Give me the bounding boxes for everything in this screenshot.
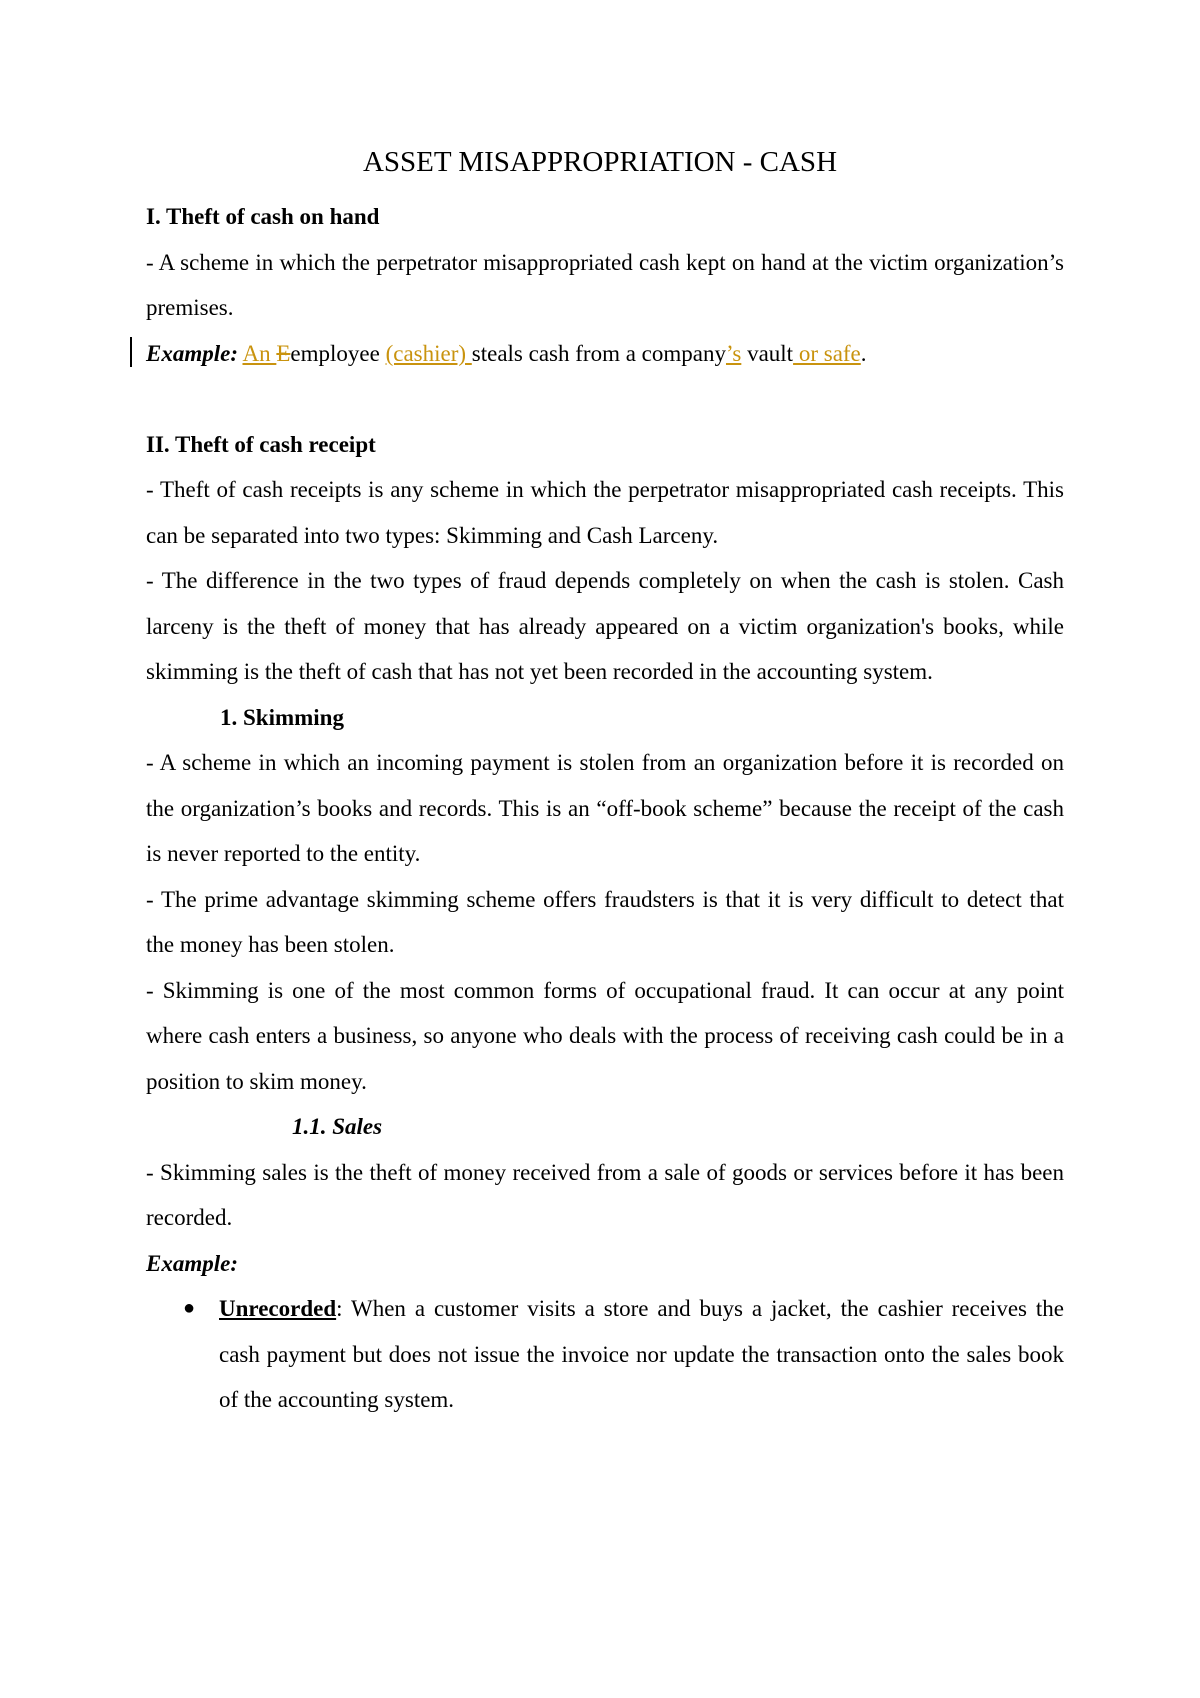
page-title: ASSET MISAPPROPRIATION - CASH xyxy=(362,146,838,178)
sales-paragraph: - Skimming sales is the theft of money received from a sale of goods or services before it has been recorded. xyxy=(146,1159,1064,1230)
skimming-paragraph: - A scheme in which an incoming payment is stolen from an organization before it is recorded on the organization’s books and records. This is an “off-book scheme” because the receipt of the cash is never reported to the entity. xyxy=(146,750,1064,866)
inserted-text: or safe xyxy=(793,340,861,366)
inserted-text: (cashier) xyxy=(385,340,472,366)
section-1-example xyxy=(146,331,1064,377)
bullet-text: : When a customer visits a store and buys a jacket, the cashier receives the cash payment but does not issue the invoice nor update the transaction onto the sales book of the accounting system. xyxy=(219,1296,1064,1412)
inserted-text: An xyxy=(242,340,277,366)
section-2-paragraph: - Theft of cash receipts is any scheme in which the perpetrator misappropriated cash receipts. This can be separated into two types: Skimming and Cash Larceny. xyxy=(146,477,1064,548)
skimming-heading: 1. Skimming xyxy=(220,704,344,730)
example-text: steals cash from a company xyxy=(471,340,726,366)
example-label: Example: xyxy=(146,340,238,366)
example-text: employee xyxy=(290,340,386,366)
section-1-definition: - A scheme in which the perpetrator misappropriated cash kept on hand at the victim organization’s premises. xyxy=(146,249,1064,320)
inserted-text: ’s xyxy=(725,340,742,366)
example-text: vault xyxy=(741,340,794,366)
example-text: . xyxy=(860,340,867,366)
blank-line xyxy=(146,376,1064,422)
track-change-bar xyxy=(130,337,132,367)
sales-heading: 1.1. Sales xyxy=(292,1114,383,1139)
deleted-text: E xyxy=(276,340,291,366)
document-body xyxy=(146,194,1064,1423)
bullet-item-unrecorded xyxy=(146,1286,1064,1423)
section-2-heading: II. Theft of cash receipt xyxy=(146,431,376,457)
section-1-heading: I. Theft of cash on hand xyxy=(146,204,380,229)
section-2-paragraph: - The difference in the two types of fraud depends completely on when the cash is stolen. Cash larceny is the theft of money that has already appeared on a victim organization's books, while skimming is the theft of cash that has not yet been recorded in the accounting system. xyxy=(146,568,1064,684)
bullet-icon: ● xyxy=(183,1297,196,1319)
skimming-paragraph: - The prime advantage skimming scheme offers fraudsters is that it is very difficult to detect that the money has been stolen. xyxy=(146,886,1064,957)
sales-example-label: Example: xyxy=(146,1250,238,1276)
bullet-term: Unrecorded xyxy=(219,1296,337,1321)
skimming-paragraph: - Skimming is one of the most common forms of occupational fraud. It can occur at any point where cash enters a business, so anyone who deals with the process of receiving cash could be in a position to skim money. xyxy=(146,977,1064,1094)
